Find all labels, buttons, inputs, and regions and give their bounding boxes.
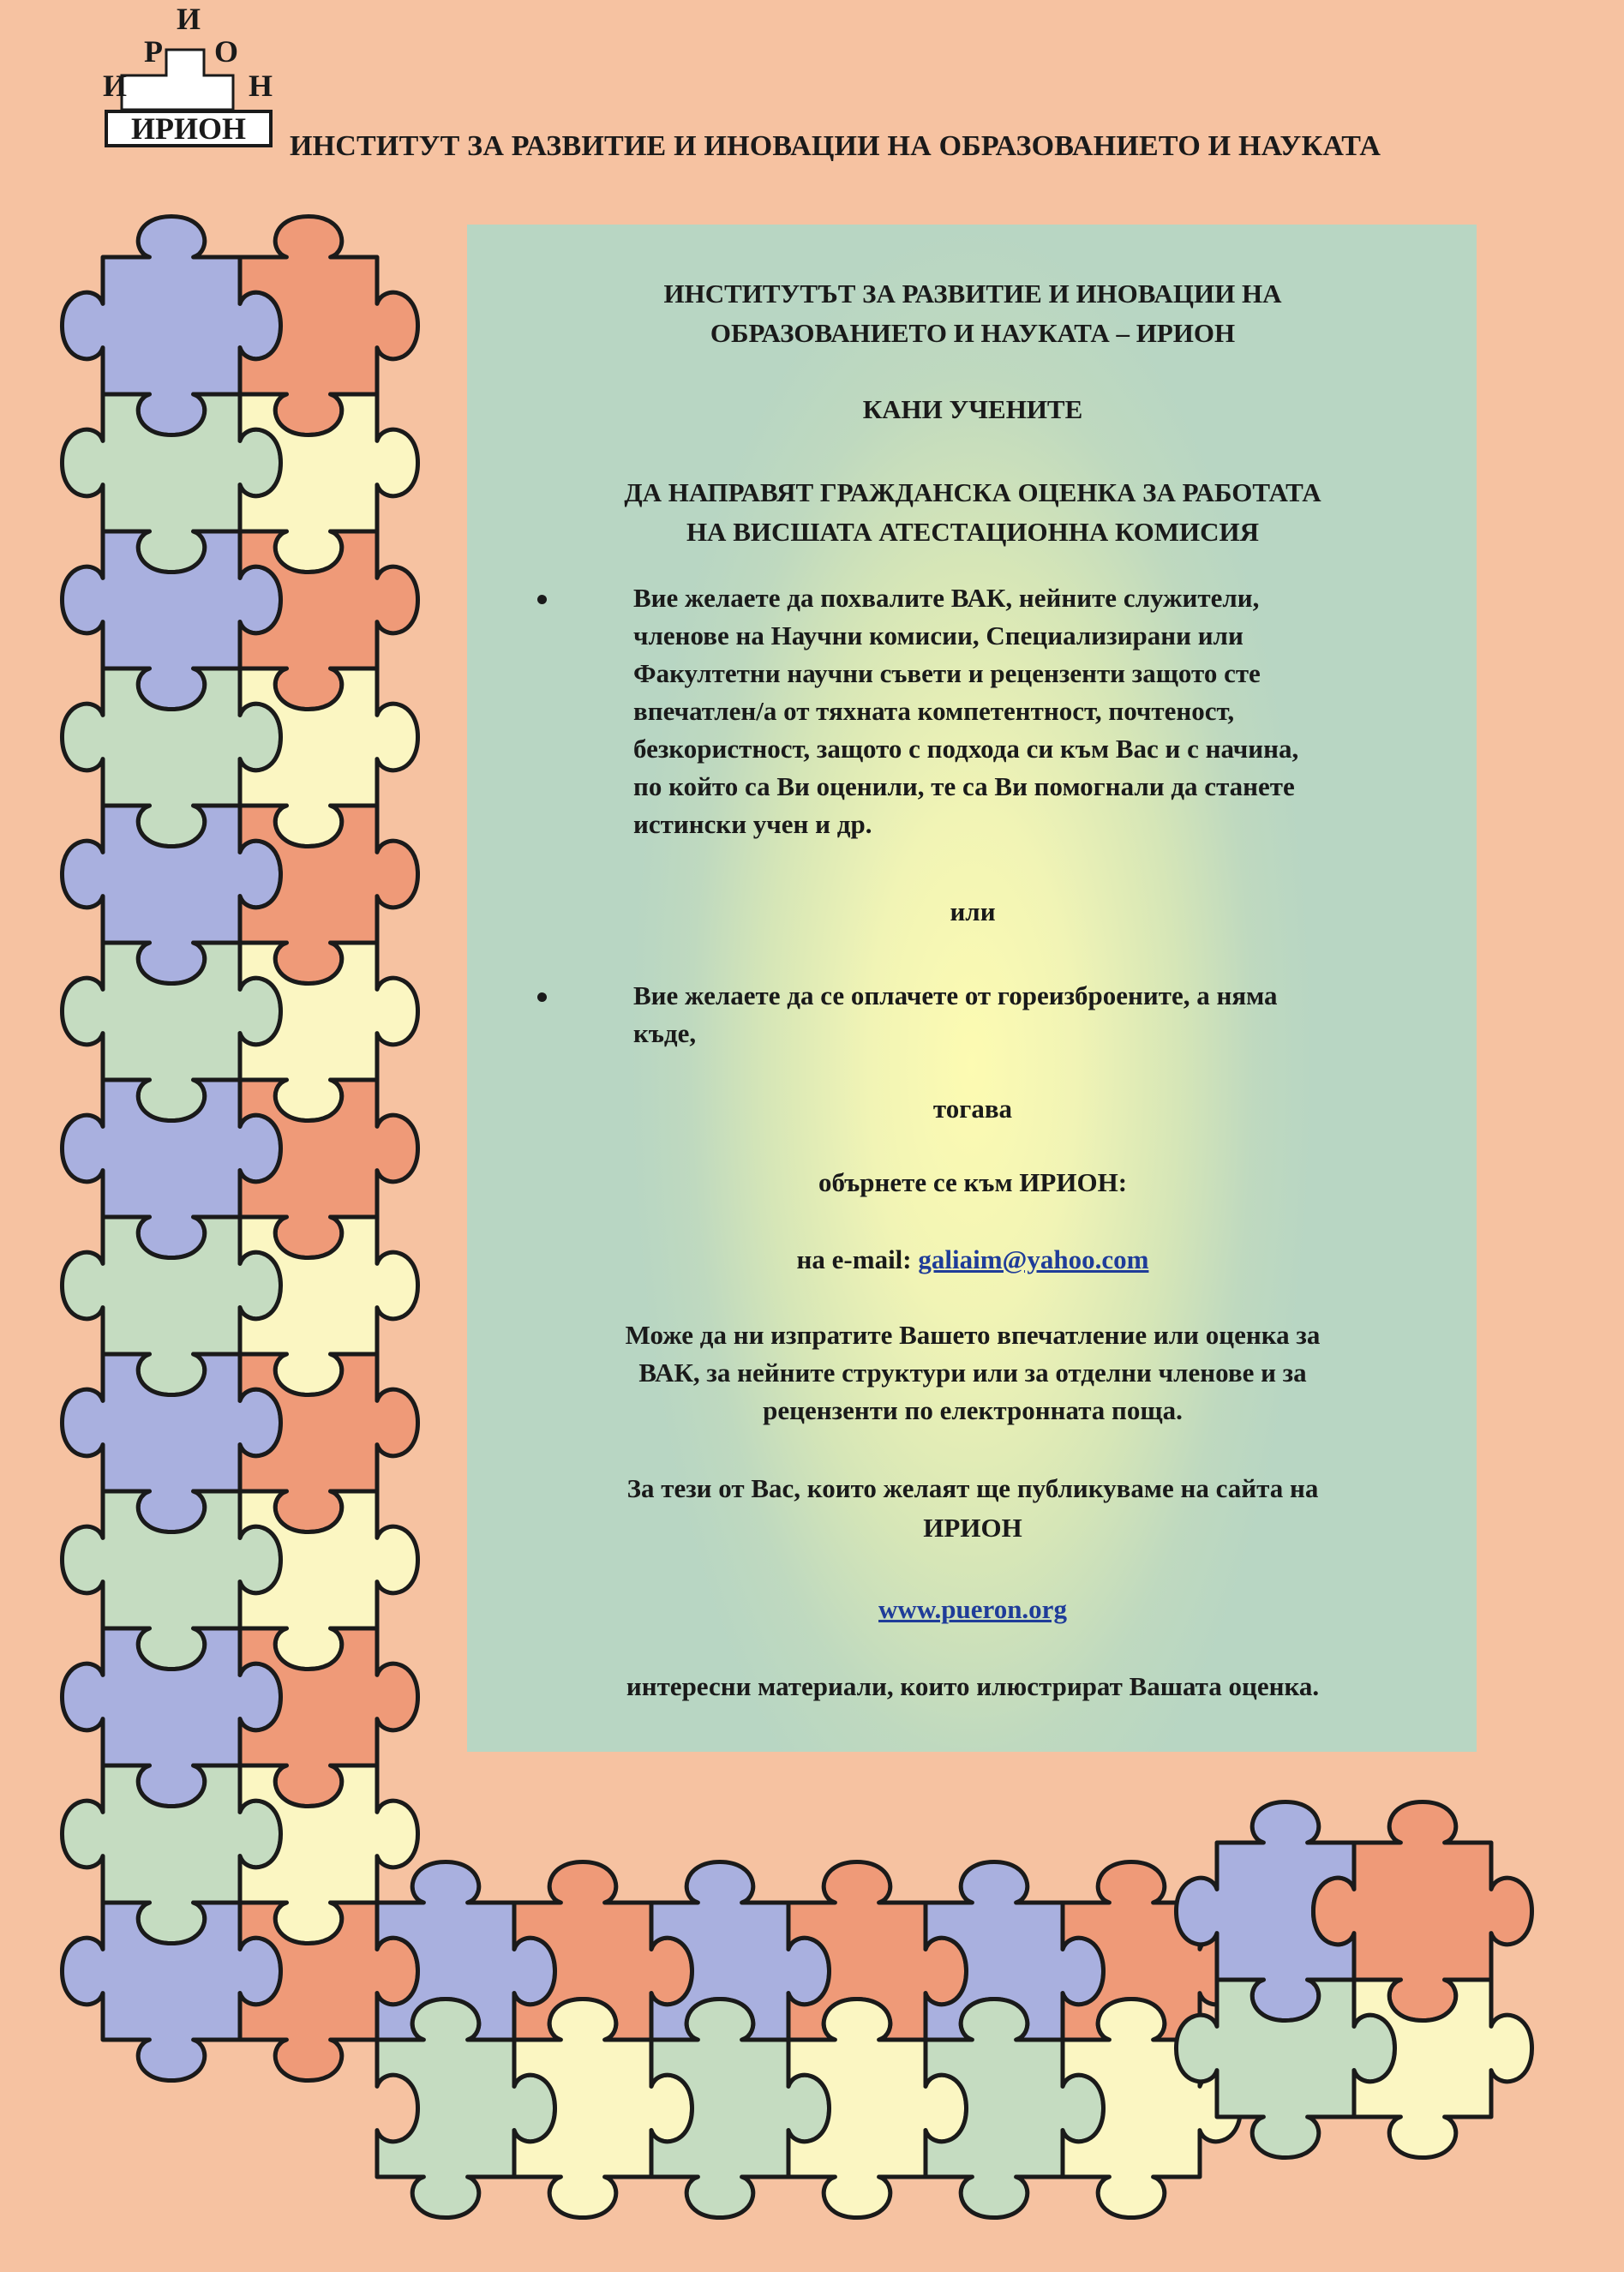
invitation-panel — [467, 225, 1477, 1752]
bullet-line: къде, — [633, 1018, 697, 1048]
purpose-heading — [518, 473, 1427, 552]
turn-to-text: обърнете се към ИРИОН: — [818, 1167, 1128, 1197]
email-line — [518, 1241, 1427, 1279]
logo-letter-right: О — [214, 34, 239, 69]
email-prefix: на e-mail: — [796, 1244, 919, 1274]
logo-letter-left: Р — [144, 34, 163, 69]
invite-heading: КАНИ УЧЕНИТЕ — [862, 394, 1083, 424]
bullet-text — [633, 579, 1413, 843]
site-link[interactable]: www.pueron.org — [878, 1594, 1067, 1624]
publish-line: ИРИОН — [923, 1513, 1022, 1543]
email-link[interactable]: galiaim@yahoo.com — [918, 1244, 1149, 1274]
bullet-line: по който са Ви оценили, те са Ви помогнали да станете — [633, 771, 1295, 801]
send-line: ВАК, за нейните структури или за отделни членове и за — [638, 1358, 1307, 1388]
logo-letter-top: И — [177, 2, 201, 36]
logo-word: ИРИОН — [131, 111, 246, 146]
bullet-icon — [537, 595, 547, 604]
then-text: тогава — [932, 1094, 1013, 1124]
bullet-text — [633, 977, 1413, 1052]
bullet-line: безкористност, защото с подхода си към Вас и с начина, — [633, 734, 1299, 764]
bullet-line: членове на Научни комисии, Специализирани или — [633, 620, 1243, 650]
panel-title-line: ОБРАЗОВАНИЕТО И НАУКАТА – ИРИОН — [710, 318, 1236, 348]
publish-paragraph — [518, 1469, 1427, 1548]
logo-letter-bottom-left: И — [103, 69, 128, 103]
bullet-line: впечатлен/а от тяхната компетентност, почтеност, — [633, 696, 1235, 726]
header-title: ИНСТИТУТ ЗА РАЗВИТИЕ И ИНОВАЦИИ НА ОБРАЗОВАНИЕТО И НАУКАТА — [290, 130, 1381, 162]
send-paragraph — [518, 1316, 1427, 1430]
logo-letter-bottom-right: Н — [249, 69, 273, 103]
panel-title-line: ИНСТИТУТЪТ ЗА РАЗВИТИЕ И ИНОВАЦИИ НА — [663, 279, 1282, 309]
bullet-line: истински учен и др. — [633, 809, 872, 839]
closing-text: интересни материали, които илюстрират Вашата оценка. — [626, 1671, 1320, 1701]
publish-line: За тези от Вас, които желаят ще публикуваме на сайта на — [626, 1473, 1319, 1503]
send-line: Може да ни изпратите Вашето впечатление или оценка за — [625, 1320, 1321, 1350]
bullet-line: Вие желаете да се оплачете от гореизброените, а няма — [633, 980, 1278, 1010]
panel-title — [518, 274, 1427, 353]
bullet-line: Вие желаете да похвалите ВАК, нейните служители, — [633, 583, 1260, 613]
purpose-line: НА ВИСШАТА АТЕСТАЦИОННА КОМИСИЯ — [686, 517, 1260, 547]
site-line — [518, 1591, 1427, 1628]
send-line: рецензенти по електронната поща. — [763, 1395, 1183, 1425]
bullet-line: Факултетни научни съвети и рецензенти защото сте — [633, 658, 1261, 688]
bullet-icon — [537, 992, 547, 1002]
purpose-line: ДА НАПРАВЯТ ГРАЖДАНСКА ОЦЕНКА ЗА РАБОТАТА — [624, 477, 1321, 507]
or-separator: или — [950, 896, 996, 926]
